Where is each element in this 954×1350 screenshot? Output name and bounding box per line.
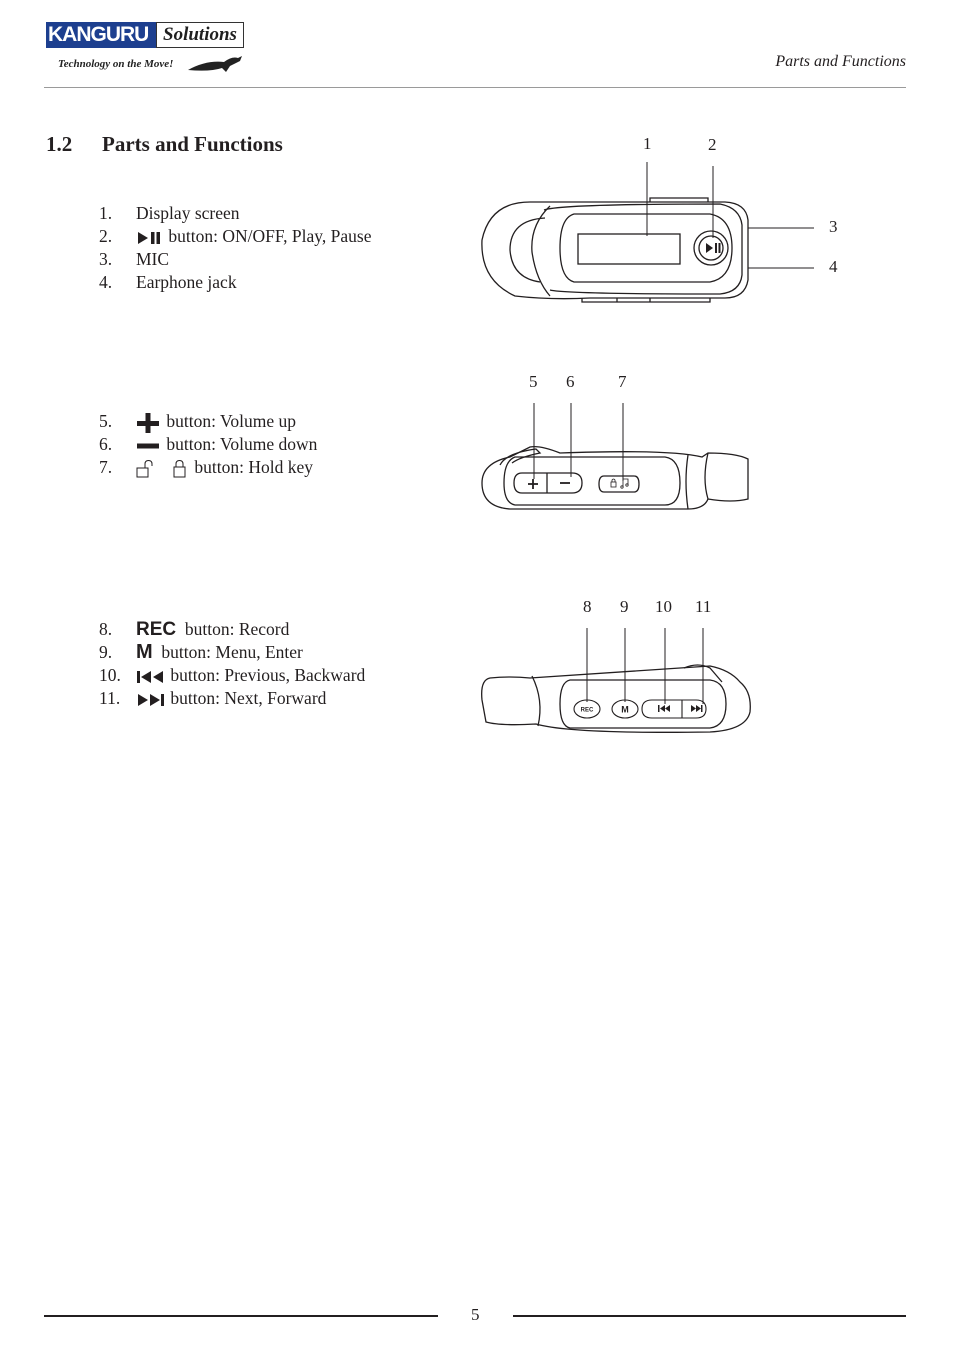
section-number: 1.2 — [46, 132, 73, 156]
kanguru-logo — [46, 22, 246, 76]
callout-10: 10 — [655, 597, 672, 616]
callout-4: 4 — [829, 257, 838, 276]
footer-rule-right — [513, 1315, 906, 1317]
list-item: 6. button: Volume down — [99, 434, 318, 454]
parts-list-side — [99, 410, 317, 479]
list-item: 4. Earphone jack — [99, 272, 237, 292]
list-item: 8. REC button: Record — [99, 619, 290, 640]
logo-brand-suffix: Solutions — [156, 22, 244, 48]
plus-icon — [136, 413, 162, 433]
callout-2: 2 — [708, 135, 717, 154]
section-title: Parts and Functions — [102, 132, 283, 156]
callout-7: 7 — [618, 372, 627, 391]
callout-11: 11 — [695, 597, 712, 616]
list-item: 11. button: Next, Forward — [99, 688, 327, 708]
device-back-diagram — [470, 620, 770, 740]
next-icon — [136, 693, 166, 707]
list-item: 2. button: ON/OFF, Play, Pause — [99, 226, 372, 246]
list-item: 9. M button: Menu, Enter — [99, 641, 303, 663]
rec-symbol: REC — [136, 619, 177, 640]
list-item: 7. button: Hold key — [99, 457, 313, 477]
device-rec-label: REC — [580, 707, 594, 714]
callout-1: 1 — [643, 134, 652, 153]
menu-symbol: M — [136, 641, 153, 663]
parts-list-back — [99, 618, 365, 710]
section-heading — [46, 132, 283, 157]
device-menu-label: M — [621, 704, 629, 715]
list-item: 1. Display screen — [99, 203, 240, 223]
page-number: 5 — [471, 1305, 480, 1324]
callout-5: 5 — [529, 372, 538, 391]
kangaroo-icon — [186, 52, 246, 74]
logo-tagline: Technology on the Move! — [58, 58, 174, 70]
play-pause-icon — [136, 231, 164, 245]
parts-list-front — [99, 202, 371, 294]
minus-icon — [136, 436, 162, 456]
footer-rule-left — [44, 1315, 438, 1317]
header-divider — [44, 87, 906, 88]
list-item: 5. button: Volume up — [99, 411, 297, 431]
callout-9: 9 — [620, 597, 629, 616]
lock-icon — [136, 459, 190, 479]
list-item: 10. button: Previous, Backward — [99, 665, 366, 685]
callout-8: 8 — [583, 597, 592, 616]
logo-brand: KANGURU — [46, 22, 156, 48]
callout-3: 3 — [829, 217, 838, 236]
callout-6: 6 — [566, 372, 575, 391]
device-side-diagram — [470, 395, 770, 525]
device-front-diagram — [470, 130, 870, 320]
running-header: Parts and Functions — [775, 53, 906, 70]
list-item: 3. MIC — [99, 249, 170, 269]
previous-icon — [136, 670, 166, 684]
